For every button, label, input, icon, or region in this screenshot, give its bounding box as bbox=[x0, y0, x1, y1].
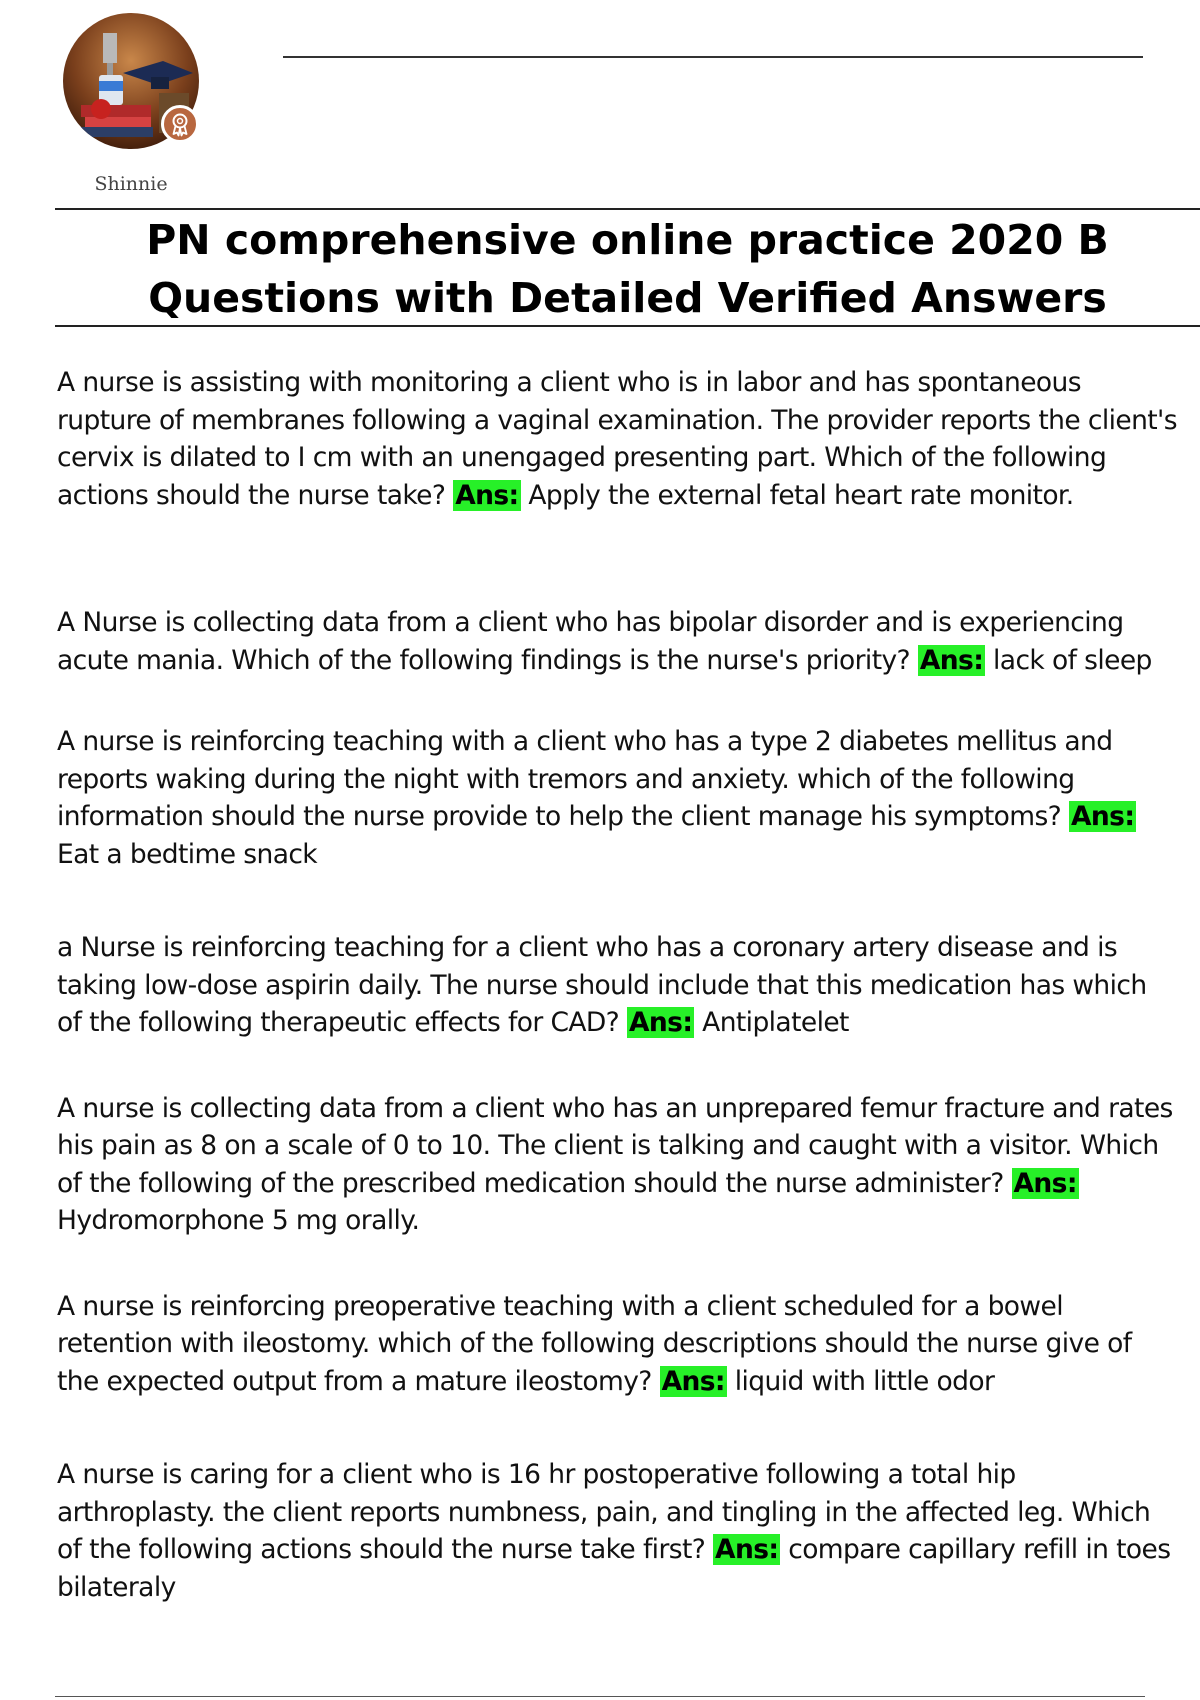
answer-text: Hydromorphone 5 mg orally. bbox=[57, 1205, 420, 1236]
answer-label: Ans: bbox=[455, 479, 519, 511]
document-title bbox=[55, 211, 1200, 327]
answer-label: Ans: bbox=[628, 1007, 693, 1038]
question-item bbox=[57, 929, 1177, 1042]
answer-text: Apply the external fetal heart rate monitor. bbox=[528, 479, 1074, 511]
answer-text: Antiplatelet bbox=[702, 1007, 849, 1038]
author-name[interactable]: Shinnie bbox=[94, 173, 168, 195]
question-text: A Nurse is collecting data from a client who has bipolar disorder and is experiencing acute mania. Which of the following findings is the nurse's priority? bbox=[57, 607, 1124, 676]
question-text: A nurse is assisting with monitoring a client who is in labor and has spontaneous rupture of membranes following a vaginal examination. The provider reports the client's cervix is dilated to I cm with an unengaged presenting part. Which of the following actions should the nurse take? bbox=[57, 367, 1177, 511]
title-line-2: Questions with Detailed Verified Answers bbox=[148, 274, 1107, 322]
title-bottom-rule bbox=[55, 325, 1200, 327]
answer-label: Ans: bbox=[919, 644, 984, 676]
question-text: A nurse is reinforcing preoperative teaching with a client scheduled for a bowel retention with ileostomy. which of the following descriptions should the nurse give of the expected output from a mature ileostomy? bbox=[57, 1290, 1132, 1397]
header-divider bbox=[283, 56, 1143, 58]
answer-text: Eat a bedtime snack bbox=[57, 838, 318, 870]
answer-text: lack of sleep bbox=[993, 644, 1152, 676]
question-item bbox=[57, 1288, 1177, 1401]
question-item bbox=[57, 364, 1177, 514]
answer-label: Ans: bbox=[1070, 801, 1135, 832]
answer-label: Ans: bbox=[715, 1534, 779, 1565]
question-text: A nurse is reinforcing teaching with a client who has a type 2 diabetes mellitus and reports waking during the night with tremors and anxiety. which of the following information should the nurse provide to help the client manage his symptoms? bbox=[57, 726, 1113, 832]
question-item bbox=[57, 1090, 1177, 1240]
question-text: a Nurse is reinforcing teaching for a client who has a coronary artery disease and is taking low-dose aspirin daily. The nurse should include that this medication has which of the following therapeutic effects for CAD? bbox=[57, 932, 1147, 1038]
answer-label: Ans: bbox=[661, 1365, 725, 1397]
award-badge bbox=[161, 105, 199, 143]
award-ribbon-icon bbox=[164, 108, 196, 140]
footer-rule bbox=[55, 1696, 1145, 1697]
question-text: A nurse is collecting data from a client who has an unprepared femur fracture and rates his pain as 8 on a scale of 0 to 10. The client is talking and caught with a visitor. Which of the following of the prescribed medication should the nurse administer? bbox=[57, 1092, 1173, 1199]
question-item bbox=[57, 1456, 1177, 1606]
question-item bbox=[57, 604, 1177, 679]
title-top-rule bbox=[55, 208, 1200, 210]
title-line-1: PN comprehensive online practice 2020 B bbox=[146, 216, 1109, 264]
question-item bbox=[57, 723, 1177, 873]
answer-label: Ans: bbox=[1013, 1167, 1077, 1199]
answer-text: compare capillary refill in toes bilateraly bbox=[57, 1534, 1171, 1603]
answer-text: liquid with little odor bbox=[734, 1365, 995, 1397]
questions-list bbox=[57, 364, 1177, 1606]
question-text: A nurse is caring for a client who is 16 hr postoperative following a total hip arthroplasty. the client reports numbness, pain, and tingling in the affected leg. Which of the following actions should the nurse take first? bbox=[57, 1459, 1151, 1565]
